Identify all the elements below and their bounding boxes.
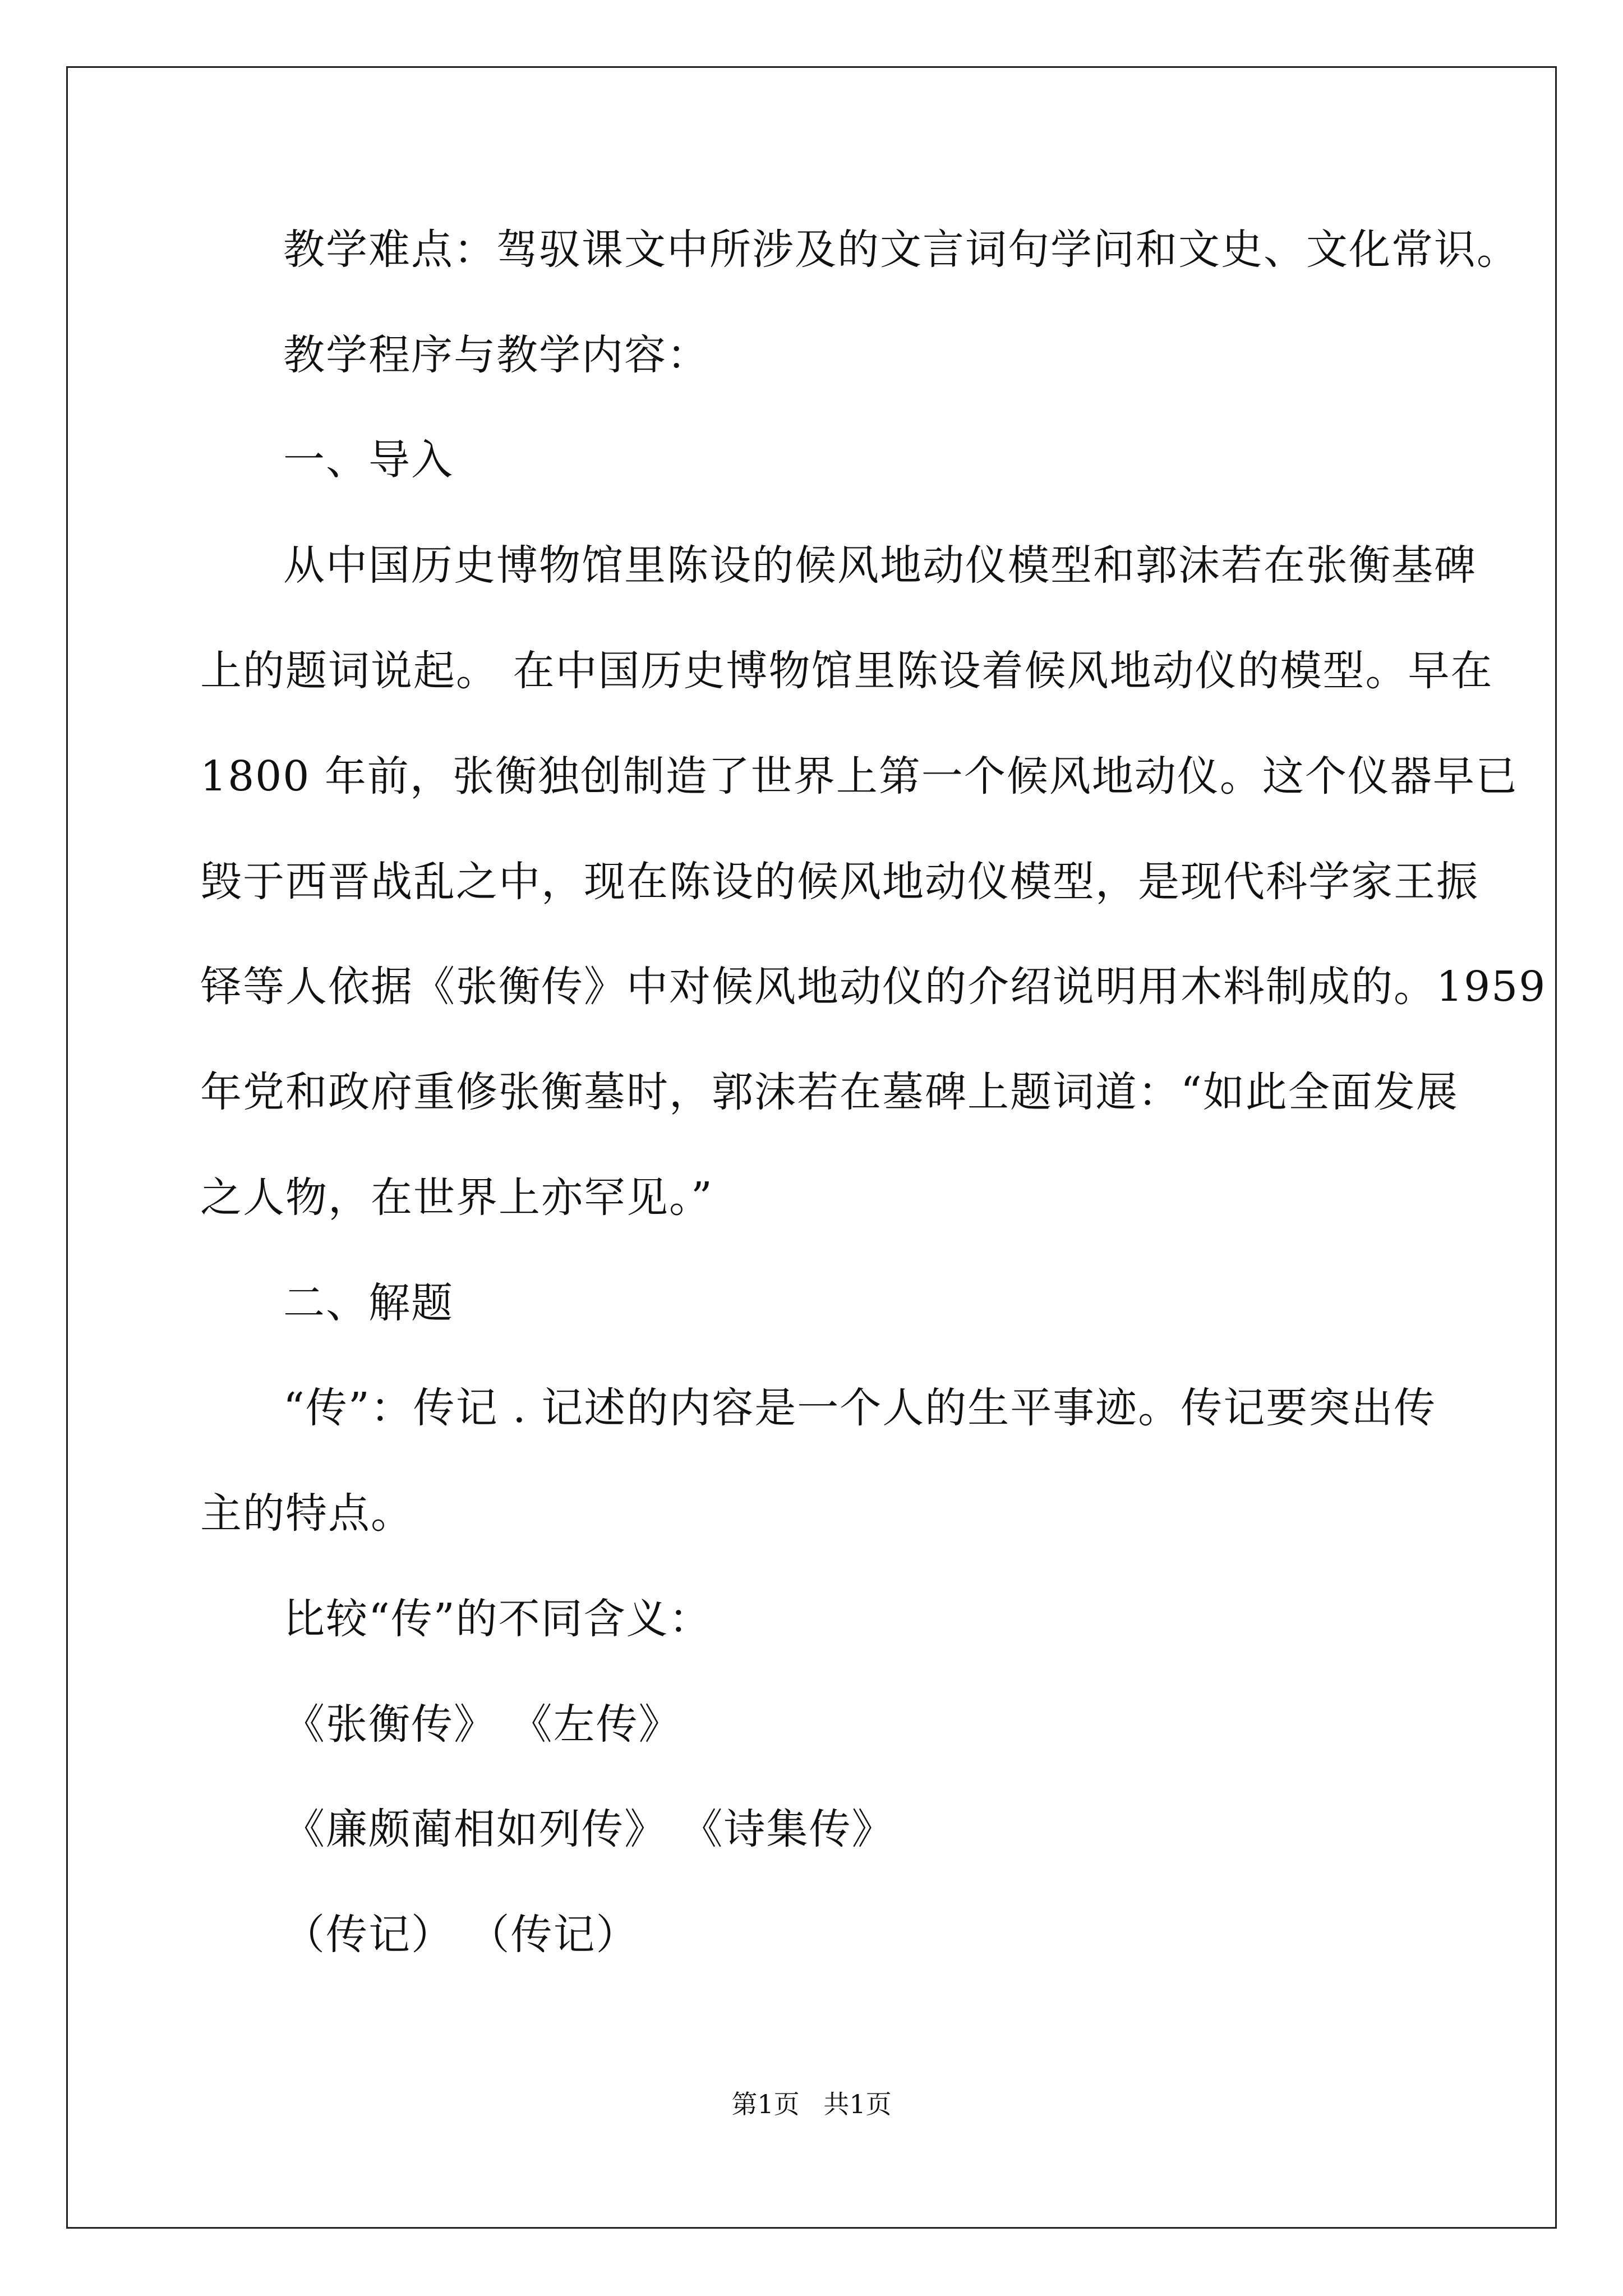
text-line: 主的特点。 <box>200 1489 413 1538</box>
text-line: （传记） （传记） <box>283 1911 639 1959</box>
text-line: “传”：传记 . 记述的内容是一个人的生平事迹。传记要突出传 <box>283 1384 1437 1432</box>
text-line: 《张衡传》 《左传》 <box>283 1700 681 1749</box>
text-line: 上的题词说起。 在中国历史博物馆里陈设着候风地动仪的模型。早在 <box>200 647 1493 695</box>
text-line: 比较“传”的不同含义： <box>283 1595 712 1643</box>
text-line: 从中国历史博物馆里陈设的候风地动仪模型和郭沫若在张衡基碑 <box>283 541 1477 590</box>
text-line: 1800 年前，张衡独创制造了世界上第一个候风地动仪。这个仪器早已 <box>200 752 1518 800</box>
section-heading-title-explanation: 二、解题 <box>283 1279 454 1327</box>
paragraph-teaching-difficulty: 教学难点：驾驭课文中所涉及的文言词句学问和文史、文化常识。 <box>283 226 1519 274</box>
paragraph-teaching-procedure: 教学程序与教学内容： <box>283 331 709 379</box>
page-number-total: 共1页 <box>823 2089 892 2119</box>
page-number-current: 第1页 <box>731 2089 800 2119</box>
text-line: 年党和政府重修张衡墓时，郭沫若在墓碑上题词道：“如此全面发展 <box>200 1068 1459 1116</box>
page-footer <box>0 2091 1623 2117</box>
text-line: 毁于西晋战乱之中，现在陈设的候风地动仪模型，是现代科学家王振 <box>200 858 1479 906</box>
text-line: 铎等人依据《张衡传》中对候风地动仪的介绍说明用木料制成的。1959 <box>200 963 1547 1011</box>
text-line: 之人物，在世界上亦罕见。” <box>200 1174 713 1222</box>
text-line: 《廉颇蔺相如列传》 《诗集传》 <box>283 1805 895 1853</box>
section-heading-introduction: 一、导入 <box>283 436 454 484</box>
page-border <box>66 66 1557 2229</box>
